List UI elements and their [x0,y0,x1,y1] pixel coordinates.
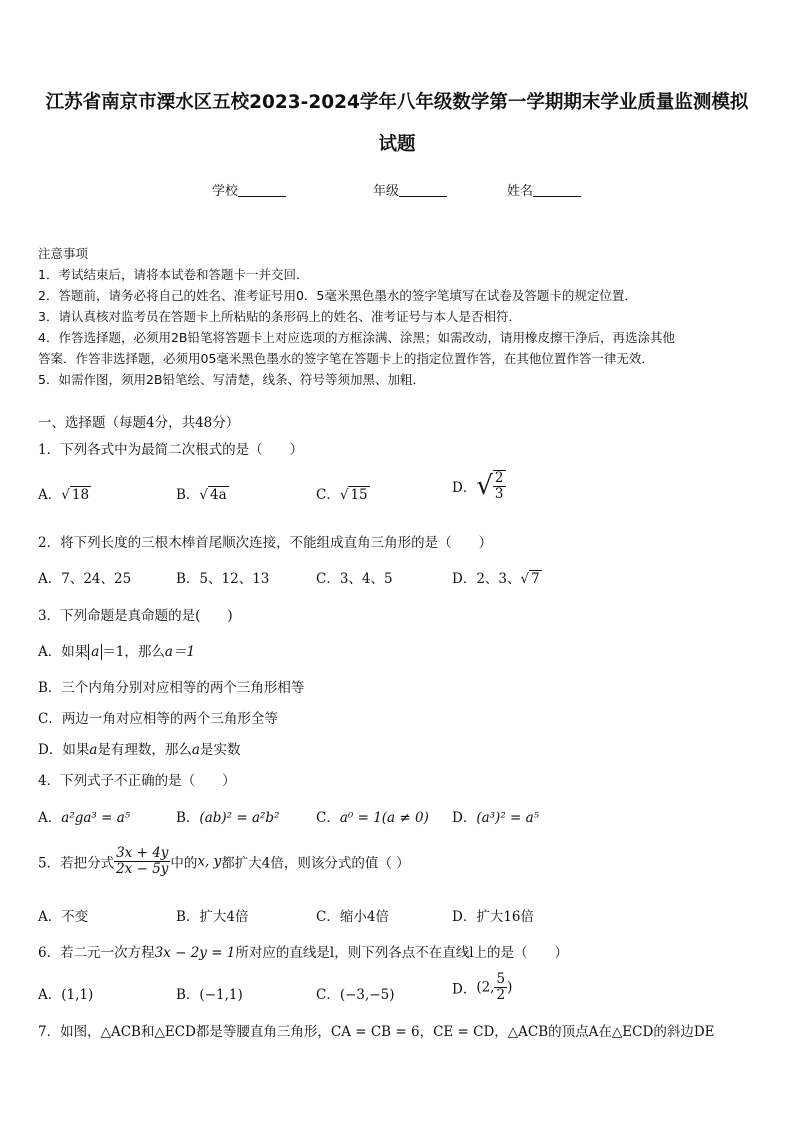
q6-d-numerator: 5 [496,971,506,987]
school-blank [238,183,286,197]
q4-c-expression: a⁰ = 1(a ≠ 0) [339,810,429,826]
name-label: 姓名 [507,184,534,199]
q4-a-expression: a²ga³ = a⁵ [61,810,131,826]
question-3-stem: 3．下列命题是真命题的是( ) [38,608,233,624]
notice-item: 2．答题前，请务必将自己的姓名、准考证号用0．5毫米黑色墨水的签字笔填写在试卷及答题卡的规定位置． [38,288,637,303]
q5-option-d: D．扩大16倍 [452,909,535,925]
q6-b-point: (−1,1) [199,987,243,1003]
grade-field [373,180,447,199]
notice-item: 4．作答选择题，必须用2B铅笔将答题卡上对应选项的方框涂满、涂黑；如需改动，请用橡皮擦干净后，再选涂其他 [38,330,675,345]
q2-option-a: A．7、24、25 [38,571,132,587]
q4-b-expression: (ab)² = a²b² [199,810,280,826]
q5-option-b: B．扩大4倍 [176,909,249,925]
q3-option-b: B．三个内角分别对应相等的两个三角形相等 [38,680,305,696]
name-blank [533,183,581,197]
exam-title-line1: 江苏省南京市溧水区五校2023-2024学年八年级数学第一学期期末学业质量监测模拟 [45,92,749,113]
q6-option-b: B．(−1,1) [176,987,243,1003]
q3-option-c: C．两边一角对应相等的两个三角形全等 [38,711,278,727]
q2-option-d: D．2、3、√ 7 [452,571,540,587]
question-1-stem: 1．下列各式中为最简二次根式的是（ ） [38,442,304,458]
q2-option-c: C．3、4、5 [316,571,393,587]
section-heading: 一、选择题（每题4分，共48分） [38,415,240,431]
q1-d-denominator: 3 [494,486,504,502]
q1-d-numerator: 2 [494,470,504,486]
notice-item: 5．如需作图，须用2B铅笔绘、写清楚，线条、符号等须加黑、加粗． [38,372,425,387]
q6-c-point: (−3,−5) [339,987,395,1003]
exam-title-line2: 试题 [378,134,416,155]
q1-option-a: A．√ 18 [38,487,90,503]
q4-option-b: B．(ab)² = a²b² [176,810,280,826]
q4-d-expression: (a³)² = a⁵ [476,810,540,826]
question-4-stem: 4．下列式子不正确的是（ ） [38,773,236,789]
q4-option-c: C．a⁰ = 1(a ≠ 0) [316,810,429,826]
q3-option-d: D．如果a是有理数，那么a是实数 [38,742,241,758]
q6-d-denominator: 2 [496,987,506,1003]
grade-blank [399,183,447,197]
q1-option-c: C．√ 15 [316,487,368,503]
notice-heading: 注意事项 [38,246,89,261]
q1-a-radicand: 18 [71,487,90,503]
q1-b-radicand: 4a [210,487,227,503]
grade-label: 年级 [373,184,400,199]
q5-numerator: 3x + 4y [116,845,169,861]
q6-a-point: (1,1) [61,987,94,1003]
question-2-stem: 2．将下列长度的三根木棒首尾顺次连接，不能组成直角三角形的是（ ） [38,535,493,551]
q5-option-c: C．缩小4倍 [316,909,389,925]
name-field [507,180,581,199]
notice-item: 答案．作答非选择题，必须用05毫米黑色墨水的签字笔在答题卡上的指定位置作答，在其他位置作答一律无效． [38,351,654,366]
q6-option-d: D．(2, $\frac{5}{2}$ ) [452,971,513,1003]
question-5-stem: 5．若把分式 $\frac{3x + 4y}{2x - 5y}$ 中的x, y都扩大4倍，则该分式的值（ ） [38,845,410,877]
school-field [212,180,286,199]
q6-option-c: C．(−3,−5) [316,987,395,1003]
question-7-stem: 7．如图，△ACB和△ECD都是等腰直角三角形，CA = CB = 6，CE = CD，△ACB的顶点A在△ECD的斜边DE [38,1024,715,1040]
school-label: 学校 [212,184,239,199]
q6-equation: 3x − 2y = 1 [154,945,236,961]
q1-option-b: B．√ 4a [176,487,227,503]
q2-option-b: B．5、12、13 [176,571,270,587]
q3-option-a: A．如果 a ＝1，那么a＝1 [38,644,196,660]
q3-a-absolute: a [88,644,102,660]
q2-d-radicand: 7 [531,571,540,587]
question-6-stem: 6．若二元一次方程3x − 2y = 1所对应的直线是l，则下列各点不在直线l上的是（ ） [38,945,569,961]
q5-denominator: 2x − 5y [116,861,169,877]
q1-c-radicand: 15 [350,487,368,503]
q5-option-a: A．不变 [38,909,89,925]
q4-option-d: D．(a³)² = a⁵ [452,810,540,826]
notice-item: 3．请认真核对监考员在答题卡上所粘贴的条形码上的姓名、准考证号与本人是否相符． [38,309,521,324]
notice-item: 1．考试结束后，请将本试卷和答题卡一并交回． [38,267,309,282]
q1-option-d: D．√ $\frac{2}{3}$ [452,470,504,502]
q6-option-a: A．(1,1) [38,987,94,1003]
q4-option-a: A．a²ga³ = a⁵ [38,810,131,826]
